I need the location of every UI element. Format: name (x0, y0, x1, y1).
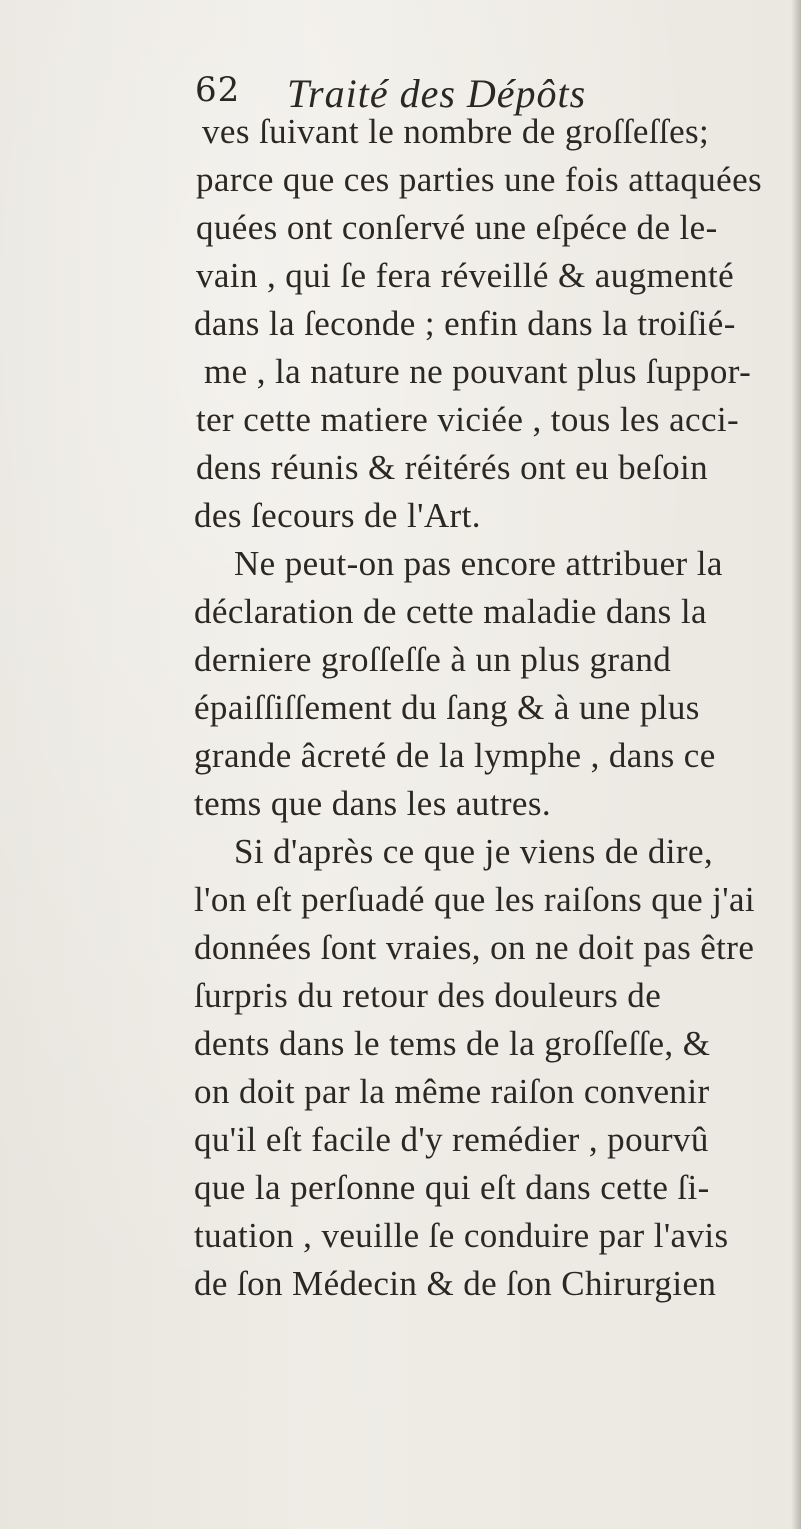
page-edge-shadow (791, 0, 801, 1529)
text-line: que la perſonne qui eſt dans cette ſi- (194, 1168, 710, 1207)
text-line: qu'il eſt facile d'y remédier , pourvû (194, 1120, 709, 1159)
text-line: on doit par la même raiſon convenir (194, 1072, 710, 1111)
text-line: vain , qui ſe fera réveillé & augmenté (196, 256, 735, 295)
text-line: l'on eſt perſuadé que les raiſons que j'ai (194, 880, 756, 919)
text-line: des ſecours de l'Art. (194, 496, 481, 535)
text-line: quées ont conſervé une eſpéce de le- (196, 208, 718, 247)
text-line: données ſont vraies, on ne doit pas être (194, 928, 755, 967)
text-line: ter cette matiere viciée , tous les acci- (196, 400, 740, 439)
text-line: Ne peut-on pas encore attribuer la (234, 544, 723, 583)
text-line: tuation , veuille ſe conduire par l'avis (194, 1216, 729, 1255)
text-line: épaiſſiſſement du ſang & à une plus (194, 688, 700, 727)
text-line: parce que ces parties une fois attaquées (196, 160, 763, 199)
text-line: tems que dans les autres. (194, 784, 551, 823)
text-line: ſurpris du retour des douleurs de (194, 976, 662, 1015)
text-line: déclaration de cette maladie dans la (194, 592, 707, 631)
page-number: 62 (195, 70, 241, 110)
text-line: dents dans le tems de la groſſeſſe, & (194, 1024, 711, 1063)
text-line: derniere groſſeſſe à un plus grand (194, 640, 672, 679)
text-line: Si d'après ce que je viens de dire, (234, 832, 714, 871)
text-line: me , la nature ne pouvant plus ſuppor- (204, 352, 752, 391)
text-line: grande âcreté de la lymphe , dans ce (194, 736, 716, 775)
running-head: Traité des Dépôts (287, 71, 587, 116)
text-line: dens réunis & réitérés ont eu beſoin (196, 448, 709, 487)
text-line: dans la ſeconde ; enfin dans la troiſié- (194, 304, 736, 343)
text-line: de ſon Médecin & de ſon Chirurgien (194, 1264, 717, 1303)
text-line: ves ſuivant le nombre de groſſeſſes; (202, 112, 710, 151)
